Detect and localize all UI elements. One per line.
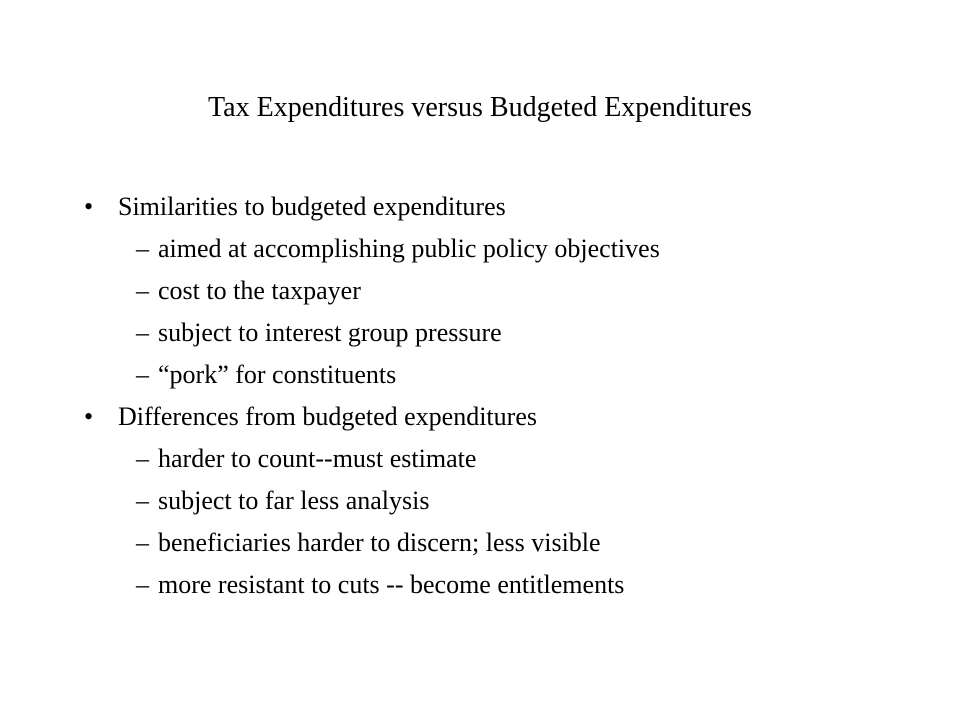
sub-item-text: subject to interest group pressure	[158, 318, 502, 347]
sub-item	[0, 438, 960, 480]
slide-title: Tax Expenditures versus Budgeted Expenditures	[208, 92, 752, 123]
dash-icon: –	[136, 570, 149, 599]
sub-item-text: harder to count--must estimate	[158, 444, 477, 473]
sub-item-text: more resistant to cuts -- become entitlements	[158, 570, 625, 599]
sub-item	[0, 522, 960, 564]
sub-item	[0, 480, 960, 522]
sub-item	[0, 312, 960, 354]
sub-item-text: “pork” for constituents	[158, 360, 397, 389]
slide-body	[0, 186, 960, 606]
bullet-icon: •	[84, 192, 94, 221]
sub-item	[0, 228, 960, 270]
dash-icon: –	[136, 486, 149, 515]
dash-icon: –	[136, 528, 149, 557]
bullet-icon: •	[84, 402, 94, 431]
sub-item-text: aimed at accomplishing public policy objectives	[158, 234, 660, 263]
bullet-item-similarities	[0, 186, 960, 228]
dash-icon: –	[136, 234, 149, 263]
bullet-item-differences	[0, 396, 960, 438]
dash-icon: –	[136, 276, 149, 305]
bullet-heading: Differences from budgeted expenditures	[118, 402, 537, 431]
sub-item	[0, 354, 960, 396]
dash-icon: –	[136, 318, 149, 347]
sub-item	[0, 270, 960, 312]
dash-icon: –	[136, 360, 149, 389]
sub-item	[0, 564, 960, 606]
dash-icon: –	[136, 444, 149, 473]
sub-item-text: beneficiaries harder to discern; less visible	[158, 528, 601, 557]
bullet-heading: Similarities to budgeted expenditures	[118, 192, 506, 221]
sub-item-text: subject to far less analysis	[158, 486, 430, 515]
sub-item-text: cost to the taxpayer	[158, 276, 361, 305]
